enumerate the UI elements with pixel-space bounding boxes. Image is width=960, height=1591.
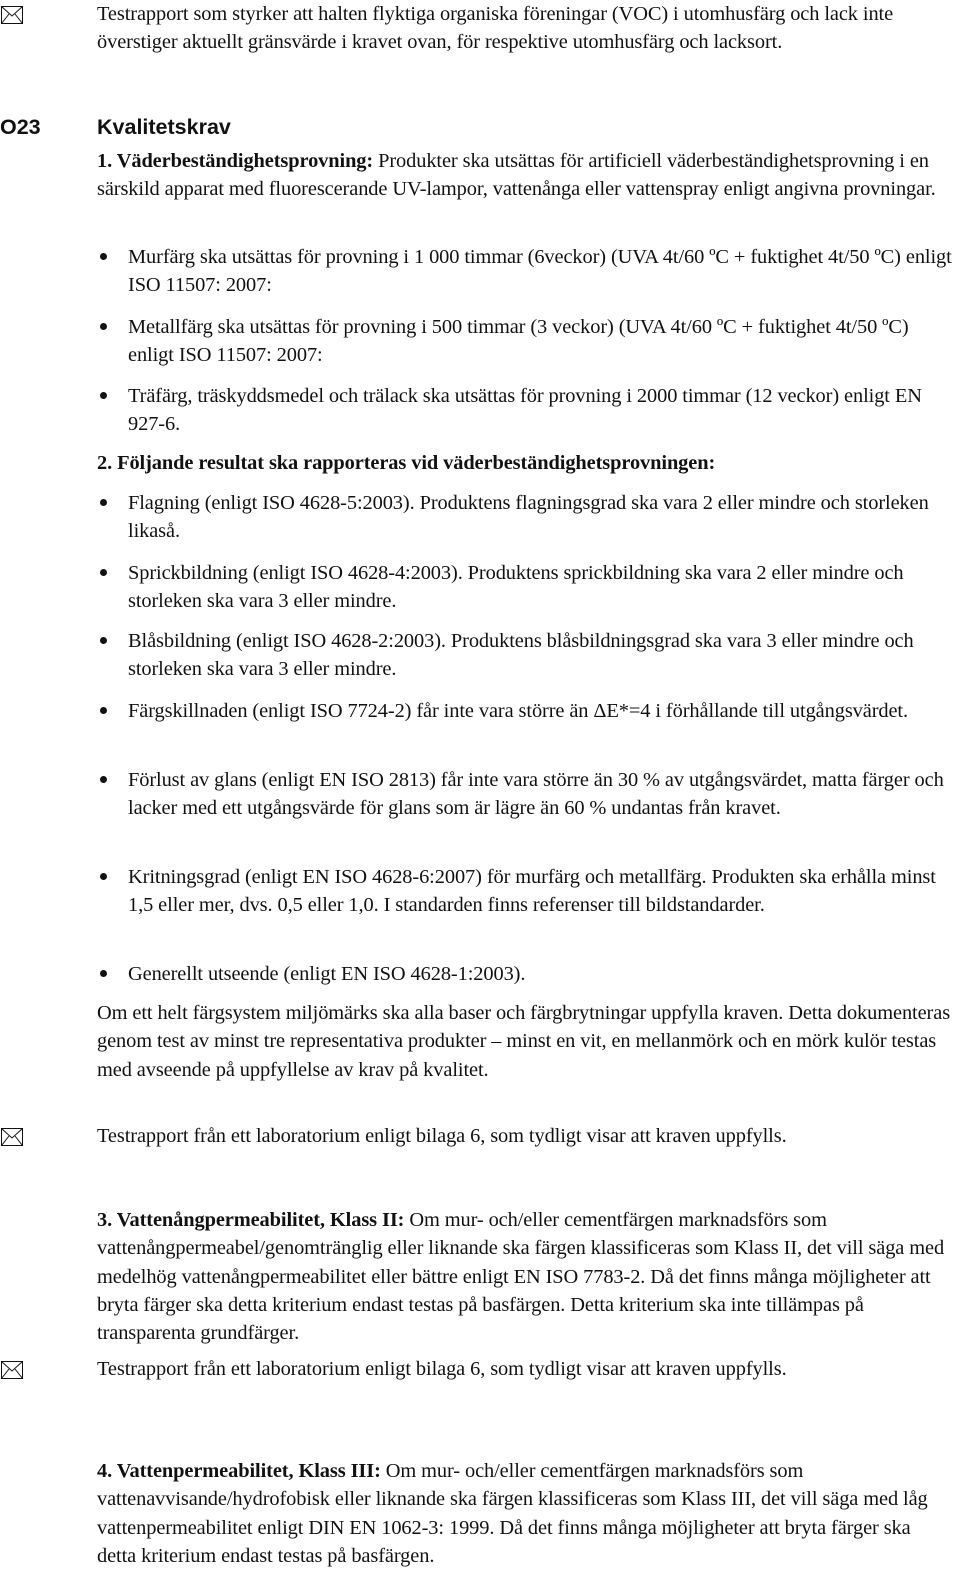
bullet-icon: [100, 392, 107, 399]
bullet-icon: [100, 569, 107, 576]
list-item-text: Metallfärg ska utsättas för provning i 500 timmar (3 veckor) (UVA 4t/60 ºC + fuktighet 4t/50 ºC) enligt ISO 11507: 2007:: [128, 316, 909, 367]
req4-label: 4. Vattenpermeabilitet, Klass III:: [97, 1460, 381, 1482]
bullet-icon: [100, 323, 107, 330]
bullet-icon: [100, 776, 107, 783]
bullet-icon: [100, 253, 107, 260]
req3-paragraph: [97, 1206, 952, 1347]
list-item-text: Murfärg ska utsättas för provning i 1 000 timmar (6veckor) (UVA 4t/60 ºC + fuktighet 4t/50 ºC) enligt ISO 11507: 2007:: [128, 246, 952, 297]
list-item-text: Blåsbildning (enligt ISO 4628-2:2003). Produktens blåsbildningsgrad ska vara 3 eller mindre och storleken ska vara 3 eller mindre.: [128, 630, 914, 681]
req1-text: Produkter ska utsättas för artificiell väderbeständighetsprovning i en särskild apparat med fluorescerande UV-lampor, vattenånga eller vattenspray enligt angivna provningar.: [97, 150, 936, 201]
bullet-icon: [100, 637, 107, 644]
req1-paragraph: [97, 147, 952, 204]
envelope-icon: [1, 1361, 23, 1379]
req2-evidence: Testrapport från ett laboratorium enligt bilaga 6, som tydligt visar att kraven uppfylls.: [97, 1125, 787, 1147]
req2-note: Om ett helt färgsystem miljömärks ska alla baser och färgbrytningar uppfylla kraven. Detta dokumenteras genom test av minst tre representativa produkter – minst en vit, en mellanmörk och en mörk kulör testas med avseende på uppfyllelse av krav på kvalitet.: [97, 1002, 951, 1081]
list-item-text: Kritningsgrad (enligt EN ISO 4628-6:2007) för murfärg och metallfärg. Produkten ska erhålla minst 1,5 eller mer, dvs. 0,5 eller 1,0. I standarden finns referenser till bildstandarder.: [128, 866, 936, 917]
req3-text: Om mur- och/eller cementfärgen marknadsförs som vattenångpermeabel/genomtränglig eller liknande ska färgen klassificeras som Klass II, det vill säga med medelhög vattenångpermeabilitet eller bättre enligt EN ISO 7783-2. Då det finns många möjligheter att bryta färger ska detta kriterium endast testas på basfärgen. Detta kriterium ska inte tillämpas på transparenta grundfärger.: [97, 1209, 945, 1345]
bullet-icon: [100, 873, 107, 880]
section-number: O23: [0, 115, 41, 139]
list-item-text: Förlust av glans (enligt EN ISO 2813) får inte vara större än 30 % av utgångsvärdet, matta färger och lacker med ett utgångsvärde för glans som är lägre än 60 % undantas från kravet.: [128, 769, 944, 820]
list-item-text: Färgskillnaden (enligt ISO 7724-2) får inte vara större än ΔE*=4 i förhållande till utgångsvärdet.: [128, 700, 908, 722]
bullet-icon: [100, 499, 107, 506]
req4-text: Om mur- och/eller cementfärgen marknadsförs som vattenavvisande/hydrofobisk eller liknande ska färgen klassificeras som Klass III, det vill säga med låg vattenpermeabilitet enligt DIN EN 1062-3: 1999. Då det finns många möjligheter att bryta färger ska detta kriterium endast testas på basfärgen.: [97, 1460, 928, 1567]
envelope-icon: [1, 6, 23, 24]
list-item-text: Träfärg, träskyddsmedel och trälack ska utsättas för provning i 2000 timmar (12 veckor) enligt EN 927-6.: [128, 385, 922, 436]
req3-label: 3. Vattenångpermeabilitet, Klass II:: [97, 1209, 405, 1231]
req2-label: 2. Följande resultat ska rapporteras vid väderbeständighetsprovningen:: [97, 452, 716, 474]
list-item-text: Generellt utseende (enligt EN ISO 4628-1:2003).: [128, 963, 526, 985]
list-item-text: Flagning (enligt ISO 4628-5:2003). Produktens flagningsgrad ska vara 2 eller mindre och storleken likaså.: [128, 492, 929, 543]
bullet-icon: [100, 707, 107, 714]
req3-evidence: Testrapport från ett laboratorium enligt bilaga 6, som tydligt visar att kraven uppfylls.: [97, 1358, 787, 1380]
intro-evidence-text: Testrapport som styrker att halten flyktiga organiska föreningar (VOC) i utomhusfärg och lack inte överstiger aktuellt gränsvärde i kravet ovan, för respektive utomhusfärg och lacksort.: [97, 3, 894, 54]
list-item-text: Sprickbildning (enligt ISO 4628-4:2003). Produktens sprickbildning ska vara 2 eller mindre och storleken ska vara 3 eller mindre.: [128, 562, 904, 613]
req1-label: 1. Väderbeständighetsprovning:: [97, 150, 374, 172]
req4-paragraph: [97, 1457, 952, 1570]
envelope-icon: [1, 1128, 23, 1146]
section-title: Kvalitetskrav: [97, 115, 231, 139]
bullet-icon: [100, 970, 107, 977]
